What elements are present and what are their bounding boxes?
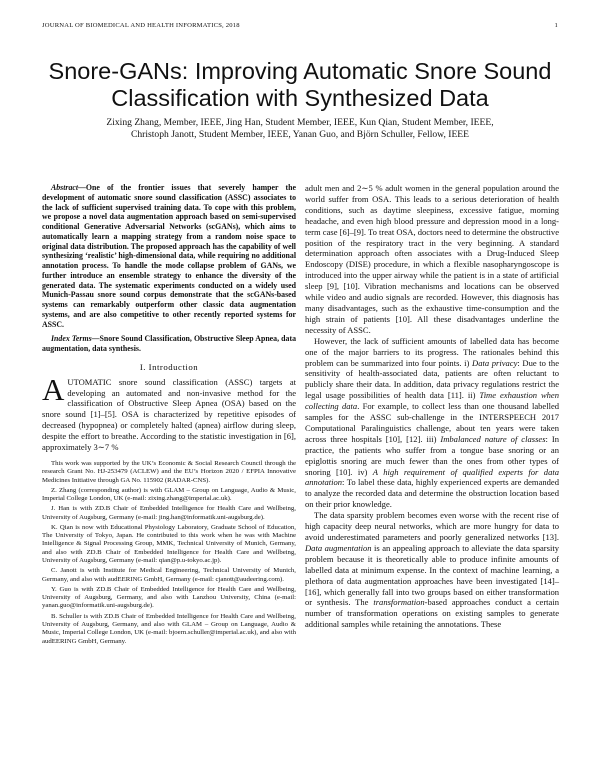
footnote-author-schuller: B. Schuller is with ZD.B Chair of Embedded Intelligence for Health Care and Wellbeing, University of Augsburg, Germany, and also with GLAM – Group on Language, Audio & Music, Imperial College London, UK (e-mail: bjoern.schuller@imperial.ac.uk), and also with audEERING GmbH, Germany.: [42, 612, 296, 645]
page-number: 1: [554, 22, 558, 29]
footnote-author-zhang: Z. Zhang (corresponding author) is with GLAM – Group on Language, Audio & Music, Imperial College London, UK (e-mail: zixing.zhang@imperial.ac.uk).: [42, 486, 296, 503]
body-paragraph-3: [305, 510, 559, 630]
author-line-1: Zixing Zhang, Member, IEEE, Jing Han, Student Member, IEEE, Kun Qian, Student Member, IEEE,: [106, 117, 494, 128]
body-paragraph-2: [305, 336, 559, 511]
para2-text-d: : In practice, the patients who suffer from a tongue base snoring or an epiglottis snoring are much fewer than the ones from other types of snoring [10]. iv): [305, 433, 559, 477]
abstract-dash: —: [78, 183, 86, 192]
intro-paragraph: [42, 371, 296, 453]
author-line-2: Christoph Janott, Student Member, IEEE, Yanan Guo, and Björn Schuller, Fellow, IEEE: [130, 129, 470, 141]
footnote-author-qian: K. Qian is now with Educational Physiology Laboratory, Graduate School of Education, The University of Tokyo, Japan. He contributed to this work when he was with Machine Intelligence & Signal Processing Group, MMK, Technical University of Munich, Germany, and also with ZD.B Chair of Embedded Intelligence for Health Care and Wellbeing, University of Augsburg, Germany (e-mail: qian@p.u-tokyo.ac.jp).: [42, 523, 296, 565]
index-terms-label: Index Terms: [51, 334, 92, 344]
abstract: [42, 183, 296, 329]
index-terms-text: Snore Sound Classification, Obstructive Sleep Apnea, data augmentation, data synthesis.: [42, 334, 296, 353]
author-list: [60, 117, 540, 142]
para3-text-b: is an appealing approach to alleviate the data sparsity problem because it is theoretically able to produce infinite amounts of labelled data at minimum expense. In the context of machine learning, a plethora of data augmentation approaches have been investigated [14]–[16], which generally fall into two groups based on either transformation or synthesis. The: [305, 542, 560, 608]
index-terms: [42, 334, 296, 354]
footnote-author-guo: Y. Guo is with ZD.B Chair of Embedded Intelligence for Health Care and Wellbeing, University of Augsburg, Germany, and also with Lanzhou University, China (e-mail: yanan.guo@informatik.uni-augsburg.de).: [42, 585, 296, 610]
intro-text: UTOMATIC snore sound classification (ASSC) targets at developing an automated and non-invasive method for the classification of Obstructive Sleep Apnea (OSA) based on the snore sound [1]–[5]. OSA is characterized by repetitive episodes of decreased (hypopnea) or completely halted (apnea) airflow during sleep, despite the effort to breathe. According to the statistic investigation in [6], approximately 3∼7 %: [42, 376, 296, 453]
para3-text-c: -based approaches conduct a certain number of transformation operations on existing samples to generate additional samples while retaining the annotations. These: [305, 597, 559, 630]
para3-text-a: The data sparsity problem becomes even worse with the recent rise of high capacity deep neural networks, which are more hungry for data to avoid underestimated parameters and poorly generalized networks [13].: [305, 510, 559, 542]
term-imbalanced-classes: Imbalanced nature of classes: [440, 433, 546, 444]
footnote-author-janott: C. Janott is with Institute for Medical Engineering, Technical University of Munich, Germany, and also with audEERING GmbH, Germany (e-mail: cjanott@audeering.com).: [42, 567, 296, 583]
journal-name: JOURNAL OF BIOMEDICAL AND HEALTH INFORMATICS, 2018: [42, 22, 240, 29]
term-expert-annotation: A high requirement of qualified experts for data annotation: [305, 466, 560, 488]
para2-text-a: However, the lack of sufficient amounts of labelled data has become one of the major barriers to its progress. The rationales behind this problem can be summarized into four points. i): [305, 335, 559, 368]
running-head: [42, 22, 558, 29]
para2-text-e: : To label these data, highly experienced experts are demanded to analyze the recorded data and determine the obstruction location based on their prior knowledge.: [305, 477, 559, 510]
term-data-privacy: Data privacy: [472, 357, 518, 368]
index-terms-dash: —: [91, 334, 100, 344]
drop-cap: A: [42, 371, 65, 407]
para2-text-c: . For example, to collect less than one thousand labelled samples for the ASSC sub-challenge in the INTERSPEECH 2017 Computational Paralinguistics challenge, about ten years were taken across three hospitals [10], [12]. iii): [305, 401, 560, 444]
left-column: [42, 183, 296, 648]
right-column: [305, 183, 559, 630]
footnotes: [42, 460, 296, 646]
term-data-augmentation: Data augmentation: [305, 542, 372, 553]
body-paragraph-1: adult men and 2∼5 % adult women in the general population around the world suffer from OSA. This leads to a serious deterioration of health conditions, such as daytime sleepiness, excessive fatigue, morning headache, and even high blood pressure and depression mood in a long-term case [6]–[9]. To treat OSA, doctors need to determine the obstructive position of the respiratory tract in the very beginning. A standard determination approach often associates with a Drug-Induced Sleep Endoscopy (DISE) procedure, in which a flexible nasopharyngoscope is introduced into the upper airway while the patient is in a state of artificial sleep [9], [10]. Vibration mechanisms and locations can be observed while video and audio signals are recorded. However, this diagnosis has many disadvantages, such as the exhaustive time-consumption and the high strain of patients [10]. All these disadvantages underline the necessity of ASSC.: [305, 183, 559, 335]
paper-title: Snore-GANs: Improving Automatic Snore Sound Classification with Synthesized Data: [48, 58, 552, 111]
footnote-author-han: J. Han is with ZD.B Chair of Embedded Intelligence for Health Care and Wellbeing, University of Augsburg, Germany (e-mail: jing.han@informatik.uni-augsburg.de).: [42, 505, 296, 521]
para2-text-b: : Due to the sensitivity of health-associated data, patients are often reluctant to publicly share their data. In addition, data privacy regulations restrict the legal usage possibilities of health data [11]. ii): [305, 357, 559, 401]
section-heading-introduction: I. Introduction: [139, 361, 199, 372]
abstract-label: Abstract: [51, 183, 79, 192]
abstract-text: One of the frontier issues that severely hamper the development of automatic snore sound classification (ASSC) associates to the lack of sufficient supervised training data. To cope with this problem, we propose a novel data augmentation approach based on semi-supervised conditional Generative Adversarial Networks (scGANs), which aims to automatically learn a mapping strategy from a random noise space to original data distribution. The proposed approach has the capability of well synthesizing ‘realistic’ high-dimensional data, while requiring no additional annotation process. To handle the mode collapse problem of GANs, we further introduce an ensemble strategy to enhance the diversity of the generated data. The systematic experiments conducted on a widely used Munich-Passau snore sound corpus demonstrate that the scGANs-based systems can remarkably outperform other classic data augmentation systems, and are also competitive to other recently reported systems for ASSC.: [42, 183, 296, 329]
footnote-funding: This work was supported by the UK’s Economic & Social Research Council through the research Grant No. HJ-253479 (ACLEW) and the EU’s Horizon 2020 / EFPIA Innovative Medicines Initiative through GA No. 115902 (RADAR-CNS).: [42, 460, 296, 484]
term-transformation: transformation: [373, 597, 425, 608]
term-time-exhaustion: Time exhaustion when collecting data: [305, 390, 559, 412]
